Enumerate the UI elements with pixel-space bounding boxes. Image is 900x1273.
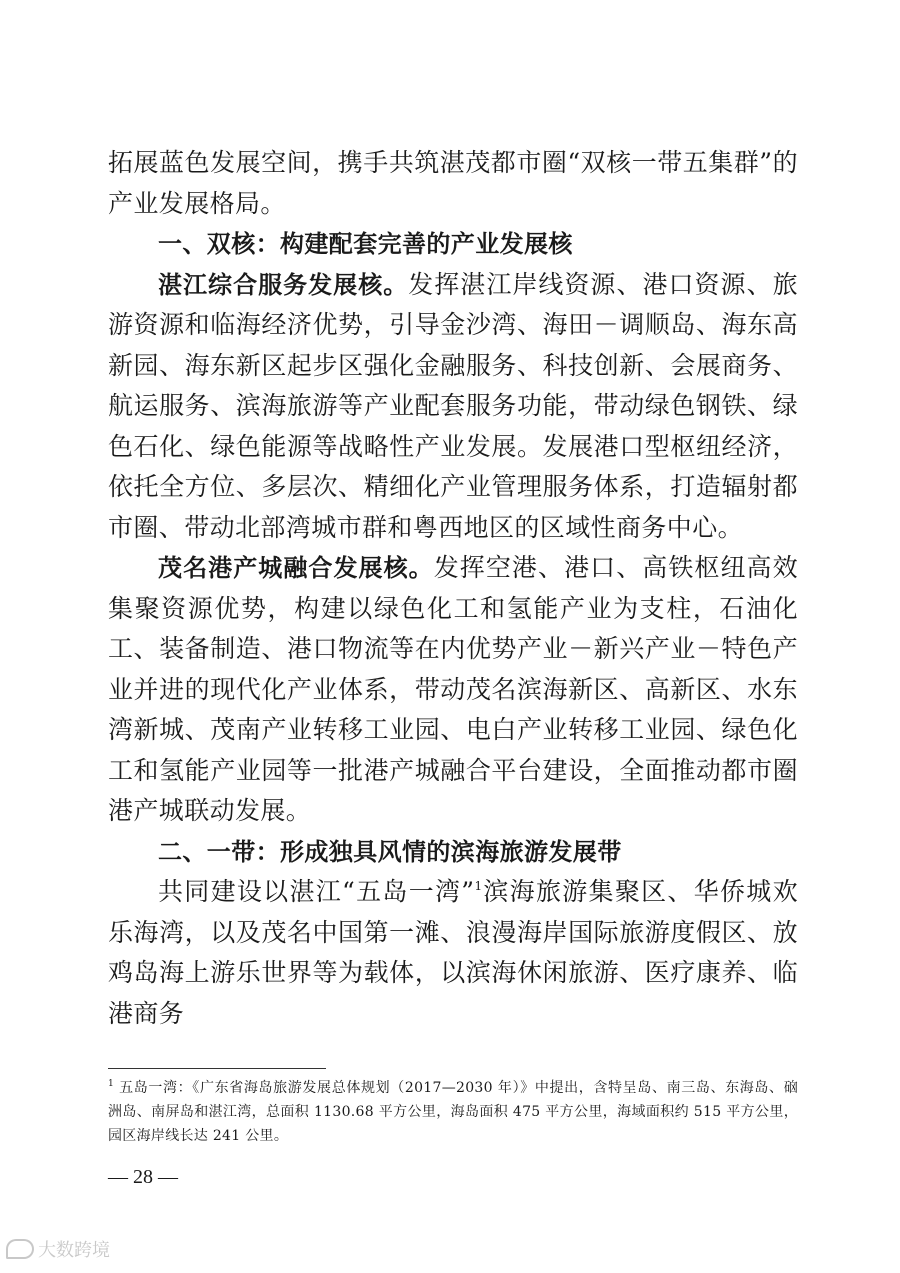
paragraph-lead-zhanjiang: 湛江综合服务发展核。 [158, 270, 409, 299]
body-text [108, 143, 798, 1034]
watermark [6, 1236, 110, 1262]
footnote [108, 1076, 798, 1148]
section-heading-1: 一、双核：构建配套完善的产业发展核 [158, 230, 573, 258]
paragraph-zhanjiang [108, 265, 798, 549]
footnote-reference[interactable]: 1 [474, 879, 483, 893]
footnote-divider [108, 1068, 326, 1069]
paragraph-coastal-tourism [108, 872, 798, 1034]
paragraph-lead-maoming: 茂名港产城融合发展核。 [158, 554, 434, 582]
paragraph-text-before-ref: 共同建设以湛江“五岛一湾” [158, 877, 475, 906]
section-heading-2: 二、一带：形成独具风情的滨海旅游发展带 [158, 837, 622, 866]
speech-bubble-logo-icon [6, 1239, 34, 1259]
paragraph-text-zhanjiang: 发挥湛江岸线资源、港口资源、旅游资源和临海经济优势，引导金沙湾、海田－调顺岛、海东高新园、海东新区起步区强化金融服务、科技创新、会展商务、航运服务、滨海旅游等产业配套服务功能，带动绿色钢铁、绿色石化、绿色能源等战略性产业发展。发展港口型枢纽经济，依托全方位、多层次、精细化产业管理服务体系，打造辐射都市圈、带动北部湾城市群和粤西地区的区域性商务中心。 [108, 269, 798, 542]
page-number: — 28 — [108, 1166, 178, 1188]
paragraph-maoming [108, 548, 798, 832]
footnote-text: 五岛一湾：《广东省海岛旅游发展总体规划（2017—2030 年）》中提出，含特呈岛、南三岛、东海岛、硇洲岛、南屏岛和湛江湾，总面积 1130.68 平方公里，海岛面积 475 平方公里，海域面积约 515 平方公里，园区海岸线长达 241 公里。 [108, 1080, 798, 1144]
paragraph-text-after-ref: 滨海旅游集聚区、华侨城欢乐海湾，以及茂名中国第一滩、浪漫海岸国际旅游度假区、放鸡岛海上游乐世界等为载体，以滨海休闲旅游、医疗康养、临港商务 [108, 877, 798, 1028]
paragraph-intro: 拓展蓝色发展空间，携手共筑湛茂都市圈“双核一带五集群”的产业发展格局。 [108, 148, 798, 218]
paragraph-text-maoming: 发挥空港、港口、高铁枢纽高效集聚资源优势，构建以绿色化工和氢能产业为支柱，石油化工、装备制造、港口物流等在内优势产业－新兴产业－特色产业并进的现代化产业体系，带动茂名滨海新区、高新区、水东湾新城、茂南产业转移工业园、电白产业转移工业园、绿色化工和氢能产业园等一批港产城融合平台建设，全面推动都市圈港产城联动发展。 [108, 553, 798, 825]
footnote-marker: 1 [108, 1079, 115, 1089]
watermark-text: 大数跨境 [38, 1240, 110, 1261]
